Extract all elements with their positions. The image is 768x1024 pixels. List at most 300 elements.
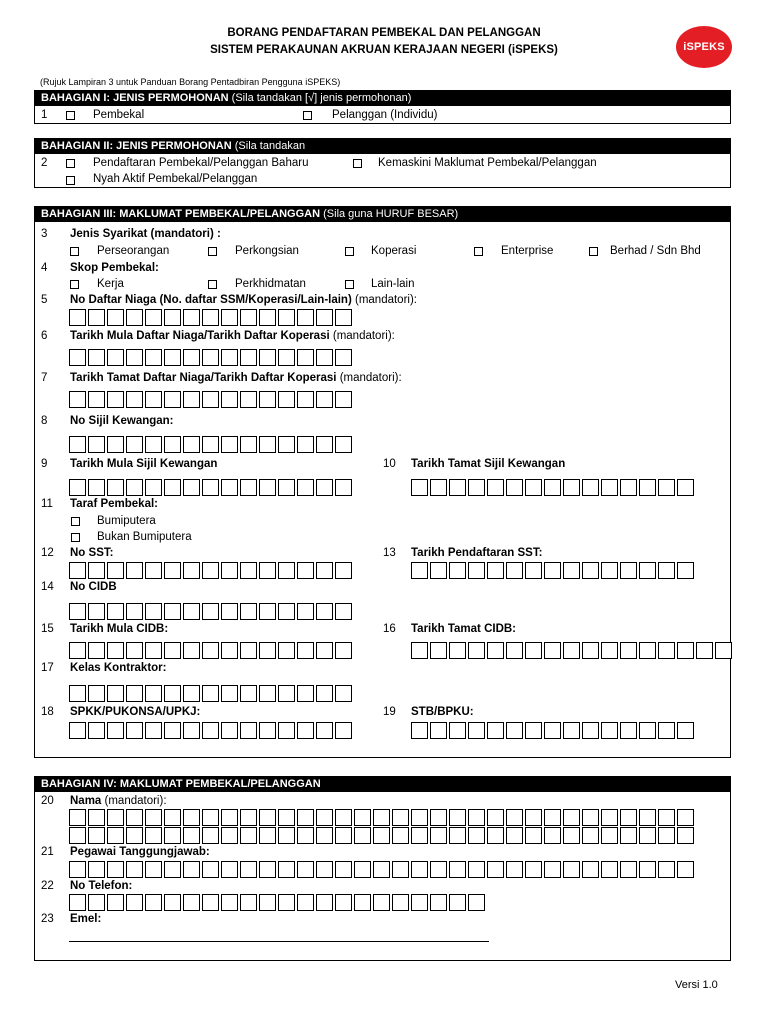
char-box[interactable]: [164, 827, 181, 844]
char-box[interactable]: [259, 827, 276, 844]
char-box[interactable]: [126, 479, 143, 496]
char-box[interactable]: [221, 309, 238, 326]
char-box[interactable]: [183, 861, 200, 878]
char-box[interactable]: [164, 562, 181, 579]
char-box[interactable]: [392, 861, 409, 878]
char-box[interactable]: [183, 479, 200, 496]
char-box[interactable]: [202, 562, 219, 579]
char-box[interactable]: [335, 562, 352, 579]
char-box[interactable]: [240, 894, 257, 911]
char-box[interactable]: [88, 861, 105, 878]
char-box[interactable]: [449, 861, 466, 878]
char-box[interactable]: [164, 642, 181, 659]
input-emel[interactable]: [69, 941, 489, 942]
char-box[interactable]: [202, 685, 219, 702]
char-box[interactable]: [69, 685, 86, 702]
char-box[interactable]: [335, 809, 352, 826]
char-box[interactable]: [221, 722, 238, 739]
char-box[interactable]: [620, 722, 637, 739]
char-box[interactable]: [69, 809, 86, 826]
char-box[interactable]: [126, 603, 143, 620]
char-box[interactable]: [506, 827, 523, 844]
char-box[interactable]: [145, 685, 162, 702]
char-box[interactable]: [601, 809, 618, 826]
char-box[interactable]: [126, 827, 143, 844]
char-box[interactable]: [449, 827, 466, 844]
char-box[interactable]: [221, 685, 238, 702]
char-box[interactable]: [658, 809, 675, 826]
char-box[interactable]: [107, 685, 124, 702]
input-nama-row2[interactable]: [69, 827, 696, 844]
char-box[interactable]: [107, 827, 124, 844]
char-box[interactable]: [430, 562, 447, 579]
char-box[interactable]: [449, 479, 466, 496]
char-box[interactable]: [449, 642, 466, 659]
char-box[interactable]: [259, 391, 276, 408]
char-box[interactable]: [468, 809, 485, 826]
char-box[interactable]: [278, 809, 295, 826]
char-box[interactable]: [430, 642, 447, 659]
char-box[interactable]: [240, 809, 257, 826]
char-box[interactable]: [145, 642, 162, 659]
char-box[interactable]: [449, 562, 466, 579]
checkbox-bukan-bumiputera[interactable]: [71, 533, 80, 542]
checkbox-kerja[interactable]: [70, 280, 79, 289]
char-box[interactable]: [183, 722, 200, 739]
char-box[interactable]: [449, 809, 466, 826]
input-tarikh-tamat-sijil[interactable]: [411, 479, 696, 496]
input-stb-bpku[interactable]: [411, 722, 696, 739]
checkbox-perkhidmatan[interactable]: [208, 280, 217, 289]
checkbox-bumiputera[interactable]: [71, 517, 80, 526]
char-box[interactable]: [430, 479, 447, 496]
char-box[interactable]: [430, 827, 447, 844]
checkbox-nyah-aktif[interactable]: [66, 176, 75, 185]
char-box[interactable]: [316, 603, 333, 620]
char-box[interactable]: [677, 479, 694, 496]
char-box[interactable]: [601, 722, 618, 739]
char-box[interactable]: [278, 562, 295, 579]
char-box[interactable]: [240, 436, 257, 453]
char-box[interactable]: [107, 642, 124, 659]
char-box[interactable]: [126, 685, 143, 702]
char-box[interactable]: [525, 722, 542, 739]
char-box[interactable]: [221, 603, 238, 620]
char-box[interactable]: [202, 436, 219, 453]
char-box[interactable]: [411, 722, 428, 739]
char-box[interactable]: [221, 479, 238, 496]
char-box[interactable]: [468, 642, 485, 659]
char-box[interactable]: [506, 809, 523, 826]
checkbox-lain-lain[interactable]: [345, 280, 354, 289]
char-box[interactable]: [145, 436, 162, 453]
char-box[interactable]: [107, 809, 124, 826]
char-box[interactable]: [335, 827, 352, 844]
char-box[interactable]: [69, 603, 86, 620]
char-box[interactable]: [544, 861, 561, 878]
char-box[interactable]: [164, 722, 181, 739]
char-box[interactable]: [183, 309, 200, 326]
char-box[interactable]: [221, 861, 238, 878]
char-box[interactable]: [392, 809, 409, 826]
char-box[interactable]: [88, 827, 105, 844]
char-box[interactable]: [297, 809, 314, 826]
char-box[interactable]: [658, 642, 675, 659]
char-box[interactable]: [316, 722, 333, 739]
char-box[interactable]: [335, 685, 352, 702]
char-box[interactable]: [297, 827, 314, 844]
checkbox-pembekal[interactable]: [66, 111, 75, 120]
char-box[interactable]: [316, 809, 333, 826]
char-box[interactable]: [582, 642, 599, 659]
char-box[interactable]: [107, 722, 124, 739]
input-kelas-kontraktor[interactable]: [69, 685, 354, 702]
char-box[interactable]: [411, 894, 428, 911]
char-box[interactable]: [240, 349, 257, 366]
char-box[interactable]: [164, 479, 181, 496]
char-box[interactable]: [69, 642, 86, 659]
char-box[interactable]: [411, 562, 428, 579]
input-tarikh-tamat-daftar[interactable]: [69, 391, 354, 408]
checkbox-berhad[interactable]: [589, 247, 598, 256]
input-no-daftar-niaga[interactable]: [69, 309, 354, 326]
checkbox-pendaftaran-baharu[interactable]: [66, 159, 75, 168]
char-box[interactable]: [316, 309, 333, 326]
char-box[interactable]: [316, 642, 333, 659]
char-box[interactable]: [145, 391, 162, 408]
char-box[interactable]: [107, 479, 124, 496]
char-box[interactable]: [354, 827, 371, 844]
char-box[interactable]: [259, 685, 276, 702]
char-box[interactable]: [164, 391, 181, 408]
char-box[interactable]: [525, 827, 542, 844]
char-box[interactable]: [544, 809, 561, 826]
char-box[interactable]: [335, 603, 352, 620]
char-box[interactable]: [677, 722, 694, 739]
char-box[interactable]: [145, 809, 162, 826]
char-box[interactable]: [240, 861, 257, 878]
char-box[interactable]: [145, 309, 162, 326]
char-box[interactable]: [69, 349, 86, 366]
char-box[interactable]: [221, 894, 238, 911]
char-box[interactable]: [620, 562, 637, 579]
char-box[interactable]: [202, 894, 219, 911]
char-box[interactable]: [582, 722, 599, 739]
char-box[interactable]: [164, 861, 181, 878]
char-box[interactable]: [373, 827, 390, 844]
char-box[interactable]: [297, 391, 314, 408]
char-box[interactable]: [601, 642, 618, 659]
char-box[interactable]: [278, 349, 295, 366]
char-box[interactable]: [126, 809, 143, 826]
char-box[interactable]: [202, 827, 219, 844]
char-box[interactable]: [183, 391, 200, 408]
char-box[interactable]: [145, 861, 162, 878]
char-box[interactable]: [316, 827, 333, 844]
char-box[interactable]: [506, 479, 523, 496]
char-box[interactable]: [506, 861, 523, 878]
char-box[interactable]: [487, 642, 504, 659]
char-box[interactable]: [335, 642, 352, 659]
char-box[interactable]: [69, 827, 86, 844]
char-box[interactable]: [411, 642, 428, 659]
char-box[interactable]: [126, 562, 143, 579]
char-box[interactable]: [297, 479, 314, 496]
char-box[interactable]: [468, 479, 485, 496]
char-box[interactable]: [259, 436, 276, 453]
char-box[interactable]: [202, 603, 219, 620]
char-box[interactable]: [335, 861, 352, 878]
char-box[interactable]: [240, 603, 257, 620]
char-box[interactable]: [183, 349, 200, 366]
char-box[interactable]: [316, 391, 333, 408]
char-box[interactable]: [563, 861, 580, 878]
char-box[interactable]: [316, 562, 333, 579]
char-box[interactable]: [183, 894, 200, 911]
char-box[interactable]: [145, 827, 162, 844]
checkbox-kemaskini[interactable]: [353, 159, 362, 168]
char-box[interactable]: [240, 562, 257, 579]
char-box[interactable]: [506, 562, 523, 579]
char-box[interactable]: [544, 642, 561, 659]
char-box[interactable]: [88, 562, 105, 579]
char-box[interactable]: [658, 861, 675, 878]
char-box[interactable]: [259, 562, 276, 579]
char-box[interactable]: [164, 349, 181, 366]
char-box[interactable]: [88, 436, 105, 453]
char-box[interactable]: [601, 479, 618, 496]
char-box[interactable]: [563, 562, 580, 579]
char-box[interactable]: [278, 603, 295, 620]
char-box[interactable]: [639, 861, 656, 878]
char-box[interactable]: [639, 827, 656, 844]
char-box[interactable]: [202, 809, 219, 826]
char-box[interactable]: [278, 309, 295, 326]
char-box[interactable]: [107, 436, 124, 453]
char-box[interactable]: [430, 861, 447, 878]
char-box[interactable]: [278, 894, 295, 911]
checkbox-koperasi[interactable]: [345, 247, 354, 256]
char-box[interactable]: [221, 809, 238, 826]
char-box[interactable]: [297, 861, 314, 878]
char-box[interactable]: [183, 603, 200, 620]
char-box[interactable]: [259, 603, 276, 620]
char-box[interactable]: [69, 391, 86, 408]
char-box[interactable]: [145, 603, 162, 620]
char-box[interactable]: [297, 685, 314, 702]
char-box[interactable]: [639, 642, 656, 659]
char-box[interactable]: [183, 562, 200, 579]
char-box[interactable]: [335, 309, 352, 326]
checkbox-pelanggan[interactable]: [303, 111, 312, 120]
char-box[interactable]: [677, 809, 694, 826]
char-box[interactable]: [354, 894, 371, 911]
char-box[interactable]: [202, 479, 219, 496]
char-box[interactable]: [582, 479, 599, 496]
char-box[interactable]: [430, 722, 447, 739]
char-box[interactable]: [278, 861, 295, 878]
char-box[interactable]: [107, 603, 124, 620]
char-box[interactable]: [601, 562, 618, 579]
char-box[interactable]: [335, 436, 352, 453]
char-box[interactable]: [411, 861, 428, 878]
char-box[interactable]: [487, 827, 504, 844]
char-box[interactable]: [506, 642, 523, 659]
char-box[interactable]: [373, 809, 390, 826]
char-box[interactable]: [392, 894, 409, 911]
char-box[interactable]: [392, 827, 409, 844]
char-box[interactable]: [373, 894, 390, 911]
char-box[interactable]: [202, 722, 219, 739]
char-box[interactable]: [240, 642, 257, 659]
char-box[interactable]: [69, 722, 86, 739]
char-box[interactable]: [107, 861, 124, 878]
input-no-cidb[interactable]: [69, 603, 354, 620]
char-box[interactable]: [126, 861, 143, 878]
char-box[interactable]: [411, 809, 428, 826]
input-no-sijil-kewangan[interactable]: [69, 436, 354, 453]
char-box[interactable]: [145, 349, 162, 366]
char-box[interactable]: [354, 861, 371, 878]
char-box[interactable]: [278, 642, 295, 659]
char-box[interactable]: [278, 436, 295, 453]
char-box[interactable]: [620, 809, 637, 826]
char-box[interactable]: [487, 861, 504, 878]
char-box[interactable]: [658, 722, 675, 739]
char-box[interactable]: [620, 827, 637, 844]
char-box[interactable]: [487, 479, 504, 496]
char-box[interactable]: [620, 861, 637, 878]
input-pegawai-tanggungjawab[interactable]: [69, 861, 696, 878]
input-spkk[interactable]: [69, 722, 354, 739]
char-box[interactable]: [259, 349, 276, 366]
char-box[interactable]: [468, 562, 485, 579]
char-box[interactable]: [107, 391, 124, 408]
char-box[interactable]: [620, 479, 637, 496]
char-box[interactable]: [658, 827, 675, 844]
char-box[interactable]: [297, 309, 314, 326]
char-box[interactable]: [582, 861, 599, 878]
char-box[interactable]: [677, 827, 694, 844]
char-box[interactable]: [468, 722, 485, 739]
char-box[interactable]: [126, 642, 143, 659]
char-box[interactable]: [297, 436, 314, 453]
char-box[interactable]: [126, 309, 143, 326]
char-box[interactable]: [259, 309, 276, 326]
char-box[interactable]: [145, 894, 162, 911]
char-box[interactable]: [297, 603, 314, 620]
char-box[interactable]: [525, 562, 542, 579]
char-box[interactable]: [183, 642, 200, 659]
char-box[interactable]: [525, 479, 542, 496]
char-box[interactable]: [221, 642, 238, 659]
char-box[interactable]: [88, 603, 105, 620]
char-box[interactable]: [696, 642, 713, 659]
char-box[interactable]: [715, 642, 732, 659]
char-box[interactable]: [563, 479, 580, 496]
checkbox-perseorangan[interactable]: [70, 247, 79, 256]
char-box[interactable]: [107, 894, 124, 911]
char-box[interactable]: [563, 642, 580, 659]
input-tarikh-tamat-cidb[interactable]: [411, 642, 734, 659]
char-box[interactable]: [430, 809, 447, 826]
char-box[interactable]: [202, 861, 219, 878]
char-box[interactable]: [126, 391, 143, 408]
char-box[interactable]: [278, 722, 295, 739]
char-box[interactable]: [240, 722, 257, 739]
char-box[interactable]: [145, 722, 162, 739]
char-box[interactable]: [278, 479, 295, 496]
char-box[interactable]: [335, 391, 352, 408]
char-box[interactable]: [202, 391, 219, 408]
char-box[interactable]: [69, 309, 86, 326]
char-box[interactable]: [278, 685, 295, 702]
char-box[interactable]: [88, 722, 105, 739]
char-box[interactable]: [183, 685, 200, 702]
char-box[interactable]: [677, 642, 694, 659]
checkbox-enterprise[interactable]: [474, 247, 483, 256]
char-box[interactable]: [563, 722, 580, 739]
char-box[interactable]: [639, 722, 656, 739]
input-tarikh-mula-sijil[interactable]: [69, 479, 354, 496]
char-box[interactable]: [202, 309, 219, 326]
char-box[interactable]: [658, 479, 675, 496]
char-box[interactable]: [525, 642, 542, 659]
char-box[interactable]: [316, 685, 333, 702]
char-box[interactable]: [164, 894, 181, 911]
char-box[interactable]: [69, 479, 86, 496]
char-box[interactable]: [240, 391, 257, 408]
char-box[interactable]: [278, 391, 295, 408]
char-box[interactable]: [259, 861, 276, 878]
char-box[interactable]: [411, 827, 428, 844]
char-box[interactable]: [164, 603, 181, 620]
char-box[interactable]: [107, 309, 124, 326]
char-box[interactable]: [88, 809, 105, 826]
char-box[interactable]: [88, 685, 105, 702]
char-box[interactable]: [506, 722, 523, 739]
char-box[interactable]: [335, 349, 352, 366]
char-box[interactable]: [544, 562, 561, 579]
char-box[interactable]: [601, 827, 618, 844]
char-box[interactable]: [240, 827, 257, 844]
char-box[interactable]: [563, 827, 580, 844]
input-tarikh-mula-cidb[interactable]: [69, 642, 354, 659]
char-box[interactable]: [297, 642, 314, 659]
char-box[interactable]: [468, 827, 485, 844]
char-box[interactable]: [449, 894, 466, 911]
char-box[interactable]: [601, 861, 618, 878]
char-box[interactable]: [411, 479, 428, 496]
char-box[interactable]: [145, 479, 162, 496]
char-box[interactable]: [544, 479, 561, 496]
char-box[interactable]: [69, 562, 86, 579]
char-box[interactable]: [544, 722, 561, 739]
char-box[interactable]: [164, 309, 181, 326]
char-box[interactable]: [259, 894, 276, 911]
char-box[interactable]: [430, 894, 447, 911]
char-box[interactable]: [126, 722, 143, 739]
char-box[interactable]: [88, 479, 105, 496]
char-box[interactable]: [69, 436, 86, 453]
char-box[interactable]: [316, 349, 333, 366]
char-box[interactable]: [202, 349, 219, 366]
char-box[interactable]: [468, 894, 485, 911]
char-box[interactable]: [164, 685, 181, 702]
char-box[interactable]: [316, 861, 333, 878]
char-box[interactable]: [487, 562, 504, 579]
char-box[interactable]: [69, 861, 86, 878]
